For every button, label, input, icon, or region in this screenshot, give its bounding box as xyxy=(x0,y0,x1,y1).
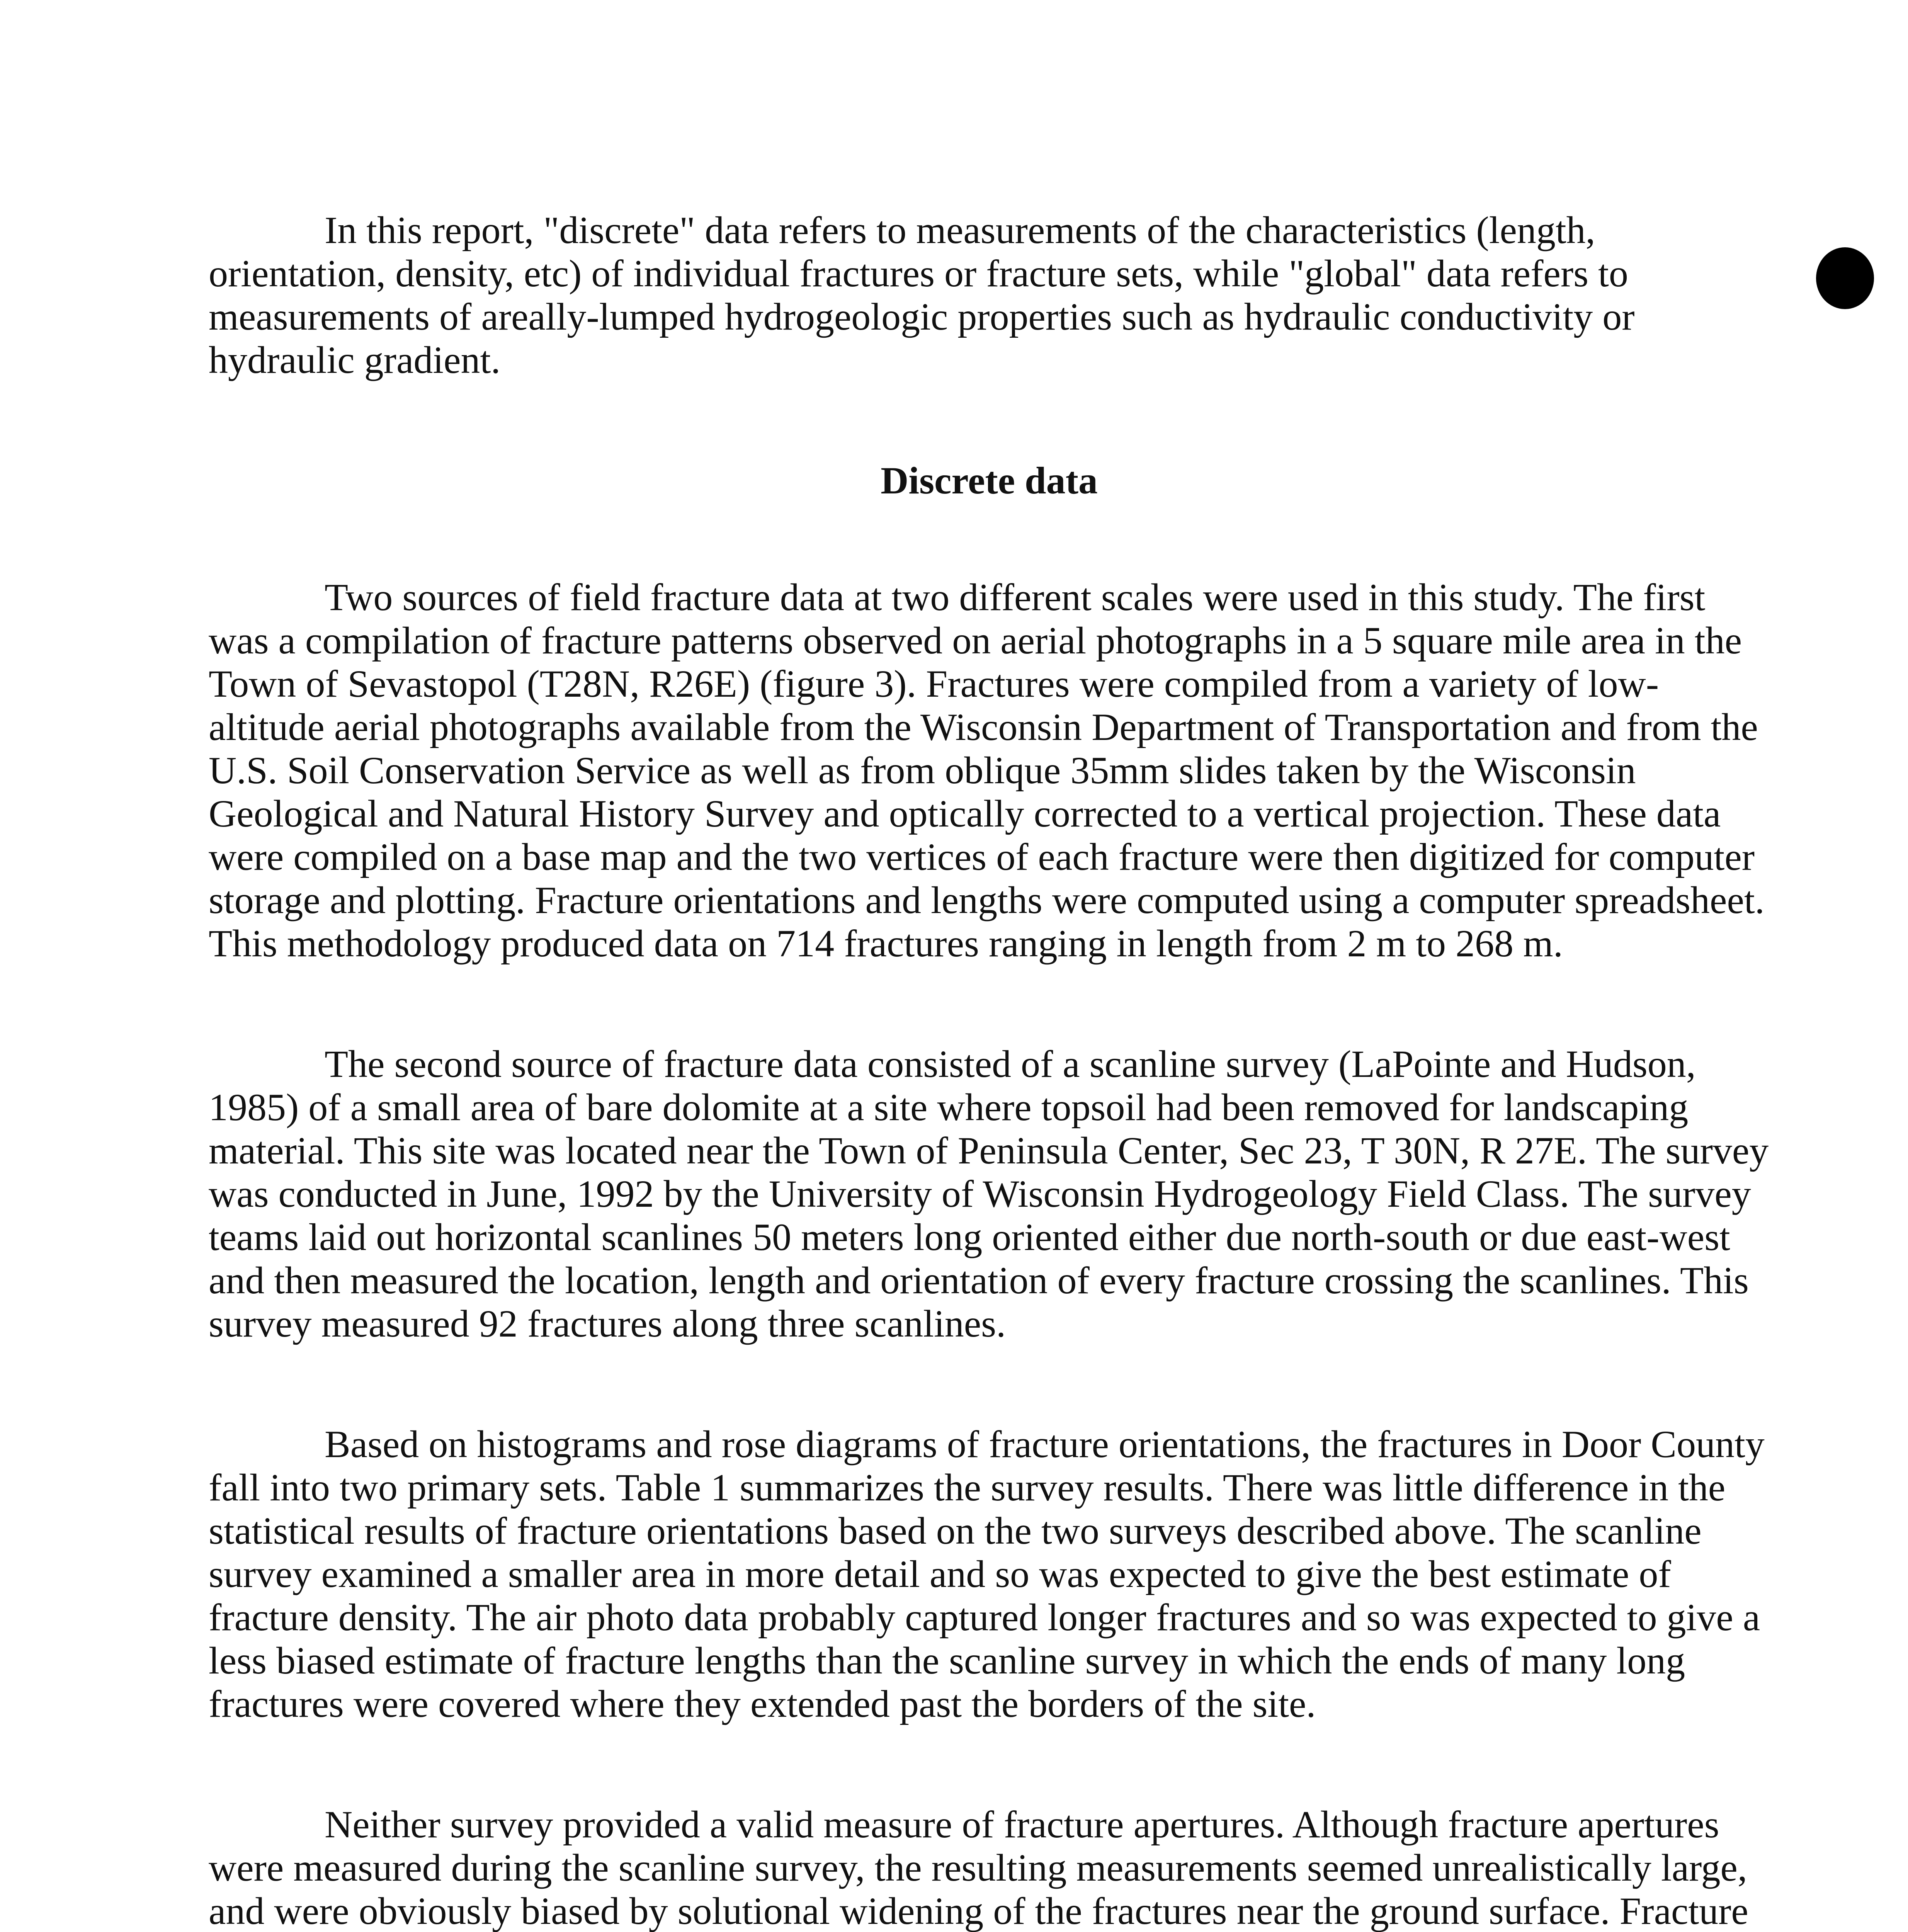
paragraph-air-photo-survey: Two sources of field fracture data at two different scales were used in this study. The first was a compilation of fracture patterns observed on aerial photographs in a 5 square mile area in the Town of Sevastopol (T28N, R26E) (figure 3). Fractures were compiled from a variety of low-altitude aerial photographs available from the Wisconsin Department of Transportation and from the U.S. Soil Conservation Service as well as from oblique 35mm slides taken by the Wisconsin Geological and Natural History Survey and optically corrected to a vertical projection. These data were compiled on a base map and the two vertices of each fracture were then digitized for computer storage and plotting. Fracture orientations and lengths were computed using a computer spreadsheet. This methodology produced data on 714 fractures ranging in length from 2 m to 268 m. xyxy=(209,576,1765,965)
intro-paragraph: In this report, "discrete" data refers to measurements of the characteristics (length, orientation, density, etc) of individual fractures or fracture sets, while "global" data refers to measurements of areally-lumped hydrogeologic properties such as hydraulic conductivity or hydraulic gradient. xyxy=(209,209,1635,381)
paragraph-fracture-apertures: Neither survey provided a valid measure of fracture apertures. Although fracture apertures were measured during the scanline survey, the resulting measurements seemed unrealistically large, and were obviously biased by solutional widening of the fractures near the ground surface. Fracture xyxy=(209,1803,1748,1932)
punch-hole-icon xyxy=(1816,247,1874,309)
document-body xyxy=(209,209,1770,1932)
paragraph-scanline-survey: The second source of fracture data consisted of a scanline survey (LaPointe and Hudson, 1985) of a small area of bare dolomite at a site where topsoil had been removed for landscaping material. This site was located near the Town of Peninsula Center, Sec 23, T 30N, R 27E. The survey was conducted in June, 1992 by the University of Wisconsin Hydrogeology Field Class. The survey teams laid out horizontal scanlines 50 meters long oriented either due north-south or due east-west and then measured the location, length and orientation of every fracture crossing the scanlines. This survey measured 92 fractures along three scanlines. xyxy=(209,1043,1769,1345)
paragraph-fracture-sets: Based on histograms and rose diagrams of fracture orientations, the fractures in Door County fall into two primary sets. Table 1 summarizes the survey results. There was little difference in the statistical results of fracture orientations based on the two surveys described above. The scanline survey examined a smaller area in more detail and so was expected to give the best estimate of fracture density. The air photo data probably captured longer fractures and so was expected to give a less biased estimate of fracture lengths than the scanline survey in which the ends of many long fractures were covered where they extended past the borders of the site. xyxy=(209,1423,1765,1725)
section-heading: Discrete data xyxy=(881,459,1098,502)
